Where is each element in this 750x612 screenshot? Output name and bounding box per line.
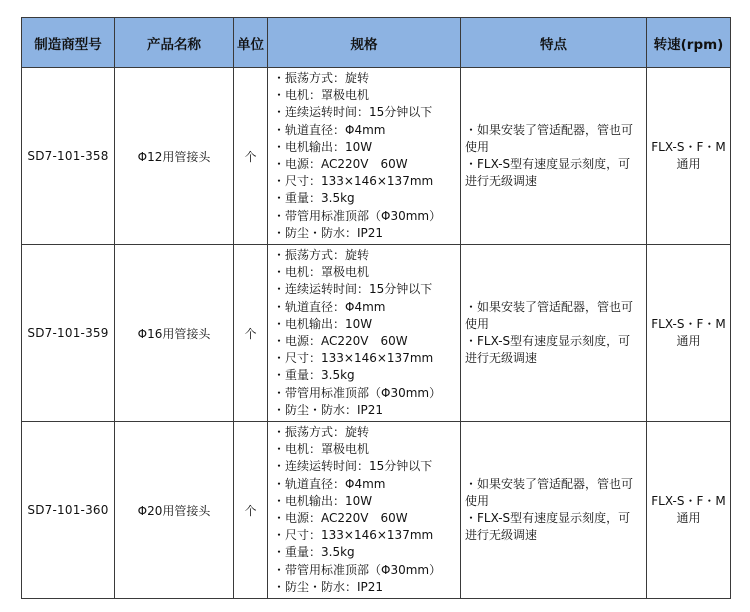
specs-cell bbox=[268, 68, 461, 245]
product-name-cell: Φ16用管接头 bbox=[115, 245, 234, 422]
unit-cell: 个 bbox=[234, 68, 268, 245]
feature-line: ・如果安装了管适配器，管也可使用 bbox=[465, 123, 634, 155]
spec-line: ・防尘・防水：IP21 bbox=[273, 402, 384, 417]
table-row bbox=[22, 68, 731, 245]
spec-line: ・电机输出：10W bbox=[273, 316, 373, 331]
spec-line: ・电源：AC220V 60W bbox=[273, 334, 408, 349]
spec-line: ・电机输出：10W bbox=[273, 493, 373, 508]
feature-line: ・FLX-S型有速度显示刻度，可进行无级调速 bbox=[465, 511, 631, 543]
specs-cell bbox=[268, 422, 461, 599]
speed-models: FLX-S・F・M bbox=[651, 317, 726, 332]
header-speed: 转速(rpm) bbox=[647, 18, 731, 68]
speed-models: FLX-S・F・M bbox=[651, 140, 726, 155]
header-specs: 规格 bbox=[268, 18, 461, 68]
speed-note: 通用 bbox=[676, 157, 701, 172]
spec-line: ・带管用标准顶部（Φ30mm） bbox=[273, 562, 442, 577]
features-cell bbox=[461, 68, 647, 245]
spec-line: ・轨道直径：Φ4mm bbox=[273, 122, 386, 137]
speed-note: 通用 bbox=[676, 511, 701, 526]
spec-line: ・尺寸：133×146×137mm bbox=[273, 351, 434, 366]
spec-line: ・连续运转时间：15分钟以下 bbox=[273, 459, 433, 474]
unit-cell: 个 bbox=[234, 422, 268, 599]
features-cell bbox=[461, 245, 647, 422]
product-name-cell: Φ20用管接头 bbox=[115, 422, 234, 599]
header-unit: 单位 bbox=[234, 18, 268, 68]
spec-line: ・重量：3.5kg bbox=[273, 191, 355, 206]
speed-note: 通用 bbox=[676, 334, 701, 349]
speed-cell bbox=[647, 68, 731, 245]
spec-line: ・防尘・防水：IP21 bbox=[273, 579, 384, 594]
spec-line: ・电机输出：10W bbox=[273, 139, 373, 154]
feature-line: ・FLX-S型有速度显示刻度，可进行无级调速 bbox=[465, 334, 631, 366]
spec-line: ・重量：3.5kg bbox=[273, 368, 355, 383]
speed-cell bbox=[647, 422, 731, 599]
spec-line: ・轨道直径：Φ4mm bbox=[273, 299, 386, 314]
spec-line: ・振荡方式：旋转 bbox=[273, 248, 370, 263]
model-cell: SD7-101-359 bbox=[22, 245, 115, 422]
spec-line: ・电机：罩极电机 bbox=[273, 442, 370, 457]
spec-line: ・连续运转时间：15分钟以下 bbox=[273, 282, 433, 297]
feature-line: ・如果安装了管适配器，管也可使用 bbox=[465, 300, 634, 332]
spec-line: ・带管用标准顶部（Φ30mm） bbox=[273, 385, 442, 400]
spec-line: ・连续运转时间：15分钟以下 bbox=[273, 105, 433, 120]
spec-line: ・电源：AC220V 60W bbox=[273, 511, 408, 526]
spec-line: ・防尘・防水：IP21 bbox=[273, 225, 384, 240]
product-spec-table bbox=[21, 17, 731, 599]
header-model: 制造商型号 bbox=[22, 18, 115, 68]
speed-cell bbox=[647, 245, 731, 422]
table-header-row bbox=[22, 18, 731, 68]
unit-cell: 个 bbox=[234, 245, 268, 422]
spec-line: ・电源：AC220V 60W bbox=[273, 157, 408, 172]
model-cell: SD7-101-358 bbox=[22, 68, 115, 245]
speed-models: FLX-S・F・M bbox=[651, 494, 726, 509]
spec-line: ・振荡方式：旋转 bbox=[273, 425, 370, 440]
table-row bbox=[22, 422, 731, 599]
spec-line: ・尺寸：133×146×137mm bbox=[273, 174, 434, 189]
product-name-cell: Φ12用管接头 bbox=[115, 68, 234, 245]
header-product-name: 产品名称 bbox=[115, 18, 234, 68]
table-row bbox=[22, 245, 731, 422]
spec-line: ・电机：罩极电机 bbox=[273, 88, 370, 103]
spec-line: ・尺寸：133×146×137mm bbox=[273, 528, 434, 543]
feature-line: ・如果安装了管适配器，管也可使用 bbox=[465, 477, 634, 509]
spec-line: ・重量：3.5kg bbox=[273, 545, 355, 560]
features-cell bbox=[461, 422, 647, 599]
specs-cell bbox=[268, 245, 461, 422]
spec-line: ・带管用标准顶部（Φ30mm） bbox=[273, 208, 442, 223]
header-features: 特点 bbox=[461, 18, 647, 68]
spec-line: ・振荡方式：旋转 bbox=[273, 71, 370, 85]
spec-line: ・电机：罩极电机 bbox=[273, 265, 370, 280]
feature-line: ・FLX-S型有速度显示刻度，可进行无级调速 bbox=[465, 157, 631, 189]
spec-line: ・轨道直径：Φ4mm bbox=[273, 476, 386, 491]
model-cell: SD7-101-360 bbox=[22, 422, 115, 599]
